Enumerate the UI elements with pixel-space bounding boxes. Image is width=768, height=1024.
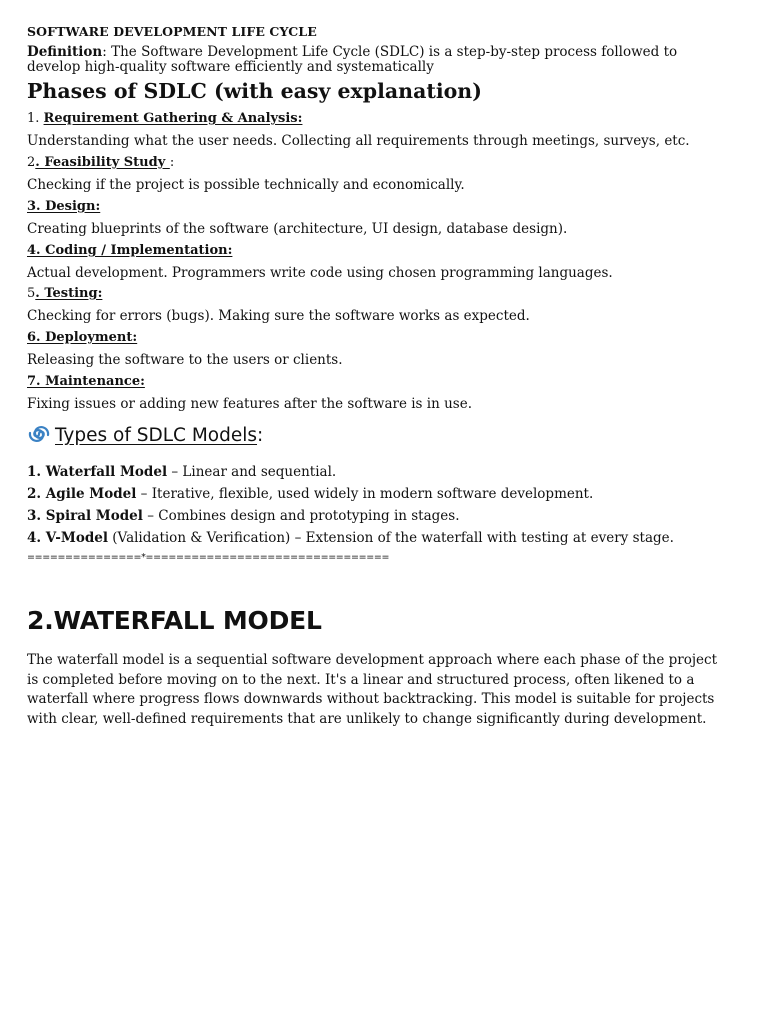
phase-2-heading	[27, 154, 174, 172]
phase-2-description: Checking if the project is possible technically and economically.	[27, 177, 465, 193]
phase-5-heading	[27, 285, 102, 303]
phase-5-number: 5	[27, 286, 36, 301]
model-item-spiral	[27, 507, 460, 525]
model-item-agile	[27, 485, 593, 503]
phase-3-description: Creating blueprints of the software (architecture, UI design, database design).	[27, 221, 568, 237]
phase-6-heading	[27, 329, 137, 347]
model-description: – Iterative, flexible, used widely in modern software development.	[136, 486, 594, 502]
waterfall-heading: 2.WATERFALL MODEL	[27, 606, 322, 635]
types-heading	[27, 423, 263, 449]
phase-2-suffix: :	[169, 155, 175, 170]
definition-text: : The Software Development Life Cycle (SDLC) is a step-by-step process followed to develop high-quality software efficiently and systematically	[27, 44, 678, 75]
definition-label: Definition	[27, 44, 103, 60]
phase-2-number: 2	[27, 155, 36, 170]
phase-4-description: Actual development. Programmers write code using chosen programming languages.	[27, 265, 613, 281]
phase-7-heading	[27, 373, 145, 391]
model-item-v-model	[27, 529, 674, 547]
model-item-waterfall	[27, 463, 336, 481]
separator-line: ===============*================================	[27, 552, 390, 563]
phase-6-title: 6. Deployment:	[27, 330, 138, 345]
model-description: – Combines design and prototyping in stages.	[142, 508, 460, 524]
phase-4-heading	[27, 242, 232, 260]
phase-3-title: 3. Design:	[27, 199, 101, 214]
types-heading-text: Types of SDLC Models	[55, 425, 258, 446]
document-title: SOFTWARE DEVELOPMENT LIFE CYCLE	[27, 24, 317, 39]
model-name: 2. Agile Model	[27, 486, 137, 502]
phase-1-number: 1.	[27, 111, 44, 126]
types-heading-suffix: :	[257, 425, 264, 446]
phases-heading: Phases of SDLC (with easy explanation)	[27, 79, 482, 103]
phase-2-title: . Feasibility Study	[35, 155, 170, 170]
phase-5-description: Checking for errors (bugs). Making sure the software works as expected.	[27, 308, 530, 324]
phase-1-description: Understanding what the user needs. Collecting all requirements through meetings, surveys, etc.	[27, 133, 690, 149]
model-name: 1. Waterfall Model	[27, 464, 168, 480]
model-name: 4. V-Model	[27, 530, 108, 546]
phase-5-title: . Testing:	[35, 286, 103, 301]
phase-4-title: 4. Coding / Implementation:	[27, 243, 233, 258]
model-description: (Validation & Verification) – Extension of the waterfall with testing at every stage.	[108, 530, 674, 546]
model-name: 3. Spiral Model	[27, 508, 143, 524]
phase-7-title: 7. Maintenance:	[27, 374, 145, 389]
model-description: – Linear and sequential.	[167, 464, 337, 480]
waterfall-paragraph: The waterfall model is a sequential software development approach where each phase of the project is completed before moving on to the next. It's a linear and structured process, often likened to a waterfall where progress flows downwards without backtracking. This model is suitable for projects with clear, well-defined requirements that are unlikely to change significantly during development.	[27, 652, 718, 727]
phase-7-description: Fixing issues or adding new features after the software is in use.	[27, 396, 472, 412]
phase-1-heading	[27, 110, 302, 128]
cyclone-icon	[27, 423, 51, 445]
phase-1-title: Requirement Gathering & Analysis:	[43, 111, 303, 126]
definition-paragraph	[27, 45, 727, 74]
phase-3-heading	[27, 198, 100, 216]
phase-6-description: Releasing the software to the users or clients.	[27, 352, 343, 368]
